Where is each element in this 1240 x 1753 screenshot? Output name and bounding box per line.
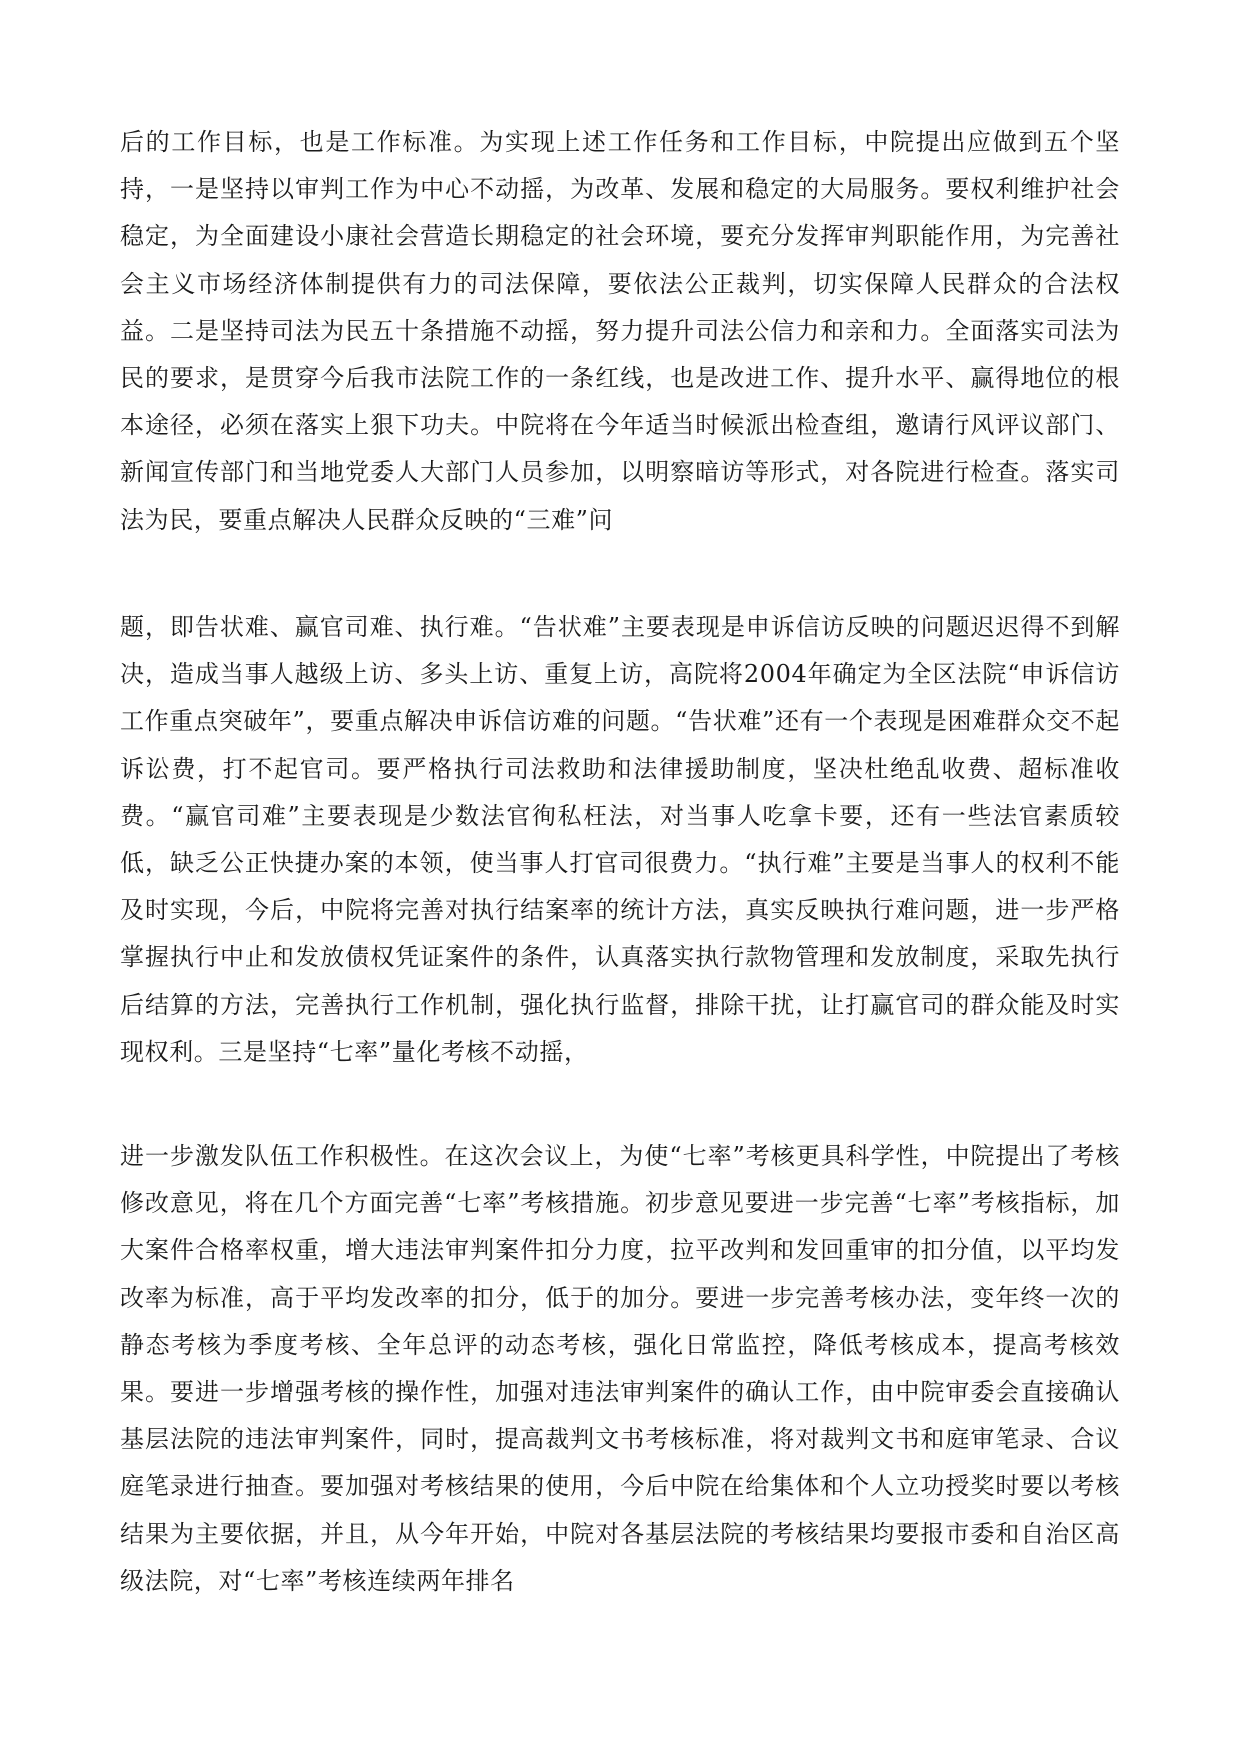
body-paragraph-1: 后的工作目标，也是工作标准。为实现上述工作任务和工作目标，中院提出应做到五个坚持，一是坚持以审判工作为中心不动摇，为改革、发展和稳定的大局服务。要权利维护社会稳定，为全面建设小康社会营造长期稳定的社会环境，要充分发挥审判职能作用，为完善社会主义市场经济体制提供有力的司法保障，要依法公正裁判，切实保障人民群众的合法权益。二是坚持司法为民五十条措施不动摇，努力提升司法公信力和亲和力。全面落实司法为民的要求，是贯穿今后我市法院工作的一条红线，也是改进工作、提升水平、赢得地位的根本途径，必须在落实上狠下功夫。中院将在今年适当时候派出检查组，邀请行风评议部门、新闻宣传部门和当地党委人大部门人员参加，以明察暗访等形式，对各院进行检查。落实司法为民，要重点解决人民群众反映的“三难”问 [120,128,1120,534]
body-paragraph-2: 题，即告状难、赢官司难、执行难。“告状难”主要表现是申诉信访反映的问题迟迟得不到解决，造成当事人越级上访、多头上访、重复上访，高院将2004年确定为全区法院“申诉信访工作重点突破年”，要重点解决申诉信访难的问题。“告状难”还有一个表现是困难群众交不起诉讼费，打不起官司。要严格执行司法救助和法律援助制度，坚决杜绝乱收费、超标准收费。“赢官司难”主要表现是少数法官徇私枉法，对当事人吃拿卡要，还有一些法官素质较低，缺乏公正快捷办案的本领，使当事人打官司很费力。“执行难”主要是当事人的权利不能及时实现，今后，中院将完善对执行结案率的统计方法，真实反映执行难问题，进一步严格掌握执行中止和发放债权凭证案件的条件，认真落实执行款物管理和发放制度，采取先执行后结算的方法，完善执行工作机制，强化执行监督，排除干扰，让打赢官司的群众能及时实现权利。三是坚持“七率”量化考核不动摇， [120,613,1120,1066]
body-paragraph-3: 进一步激发队伍工作积极性。在这次会议上，为使“七率”考核更具科学性，中院提出了考核修改意见，将在几个方面完善“七率”考核措施。初步意见要进一步完善“七率”考核指标，加大案件合格率权重，增大违法审判案件扣分力度，拉平改判和发回重审的扣分值，以平均发改率为标准，高于平均发改率的扣分，低于的加分。要进一步完善考核办法，变年终一次的静态考核为季度考核、全年总评的动态考核，强化日常监控，降低考核成本，提高考核效果。要进一步增强考核的操作性，加强对违法审判案件的确认工作，由中院审委会直接确认基层法院的违法审判案件，同时，提高裁判文书考核标准，将对裁判文书和庭审笔录、合议庭笔录进行抽查。要加强对考核结果的使用，今后中院在给集体和个人立功授奖时要以考核结果为主要依据，并且，从今年开始，中院对各基层法院的考核结果均要报市委和自治区高级法院，对“七率”考核连续两年排名 [120,1142,1120,1595]
